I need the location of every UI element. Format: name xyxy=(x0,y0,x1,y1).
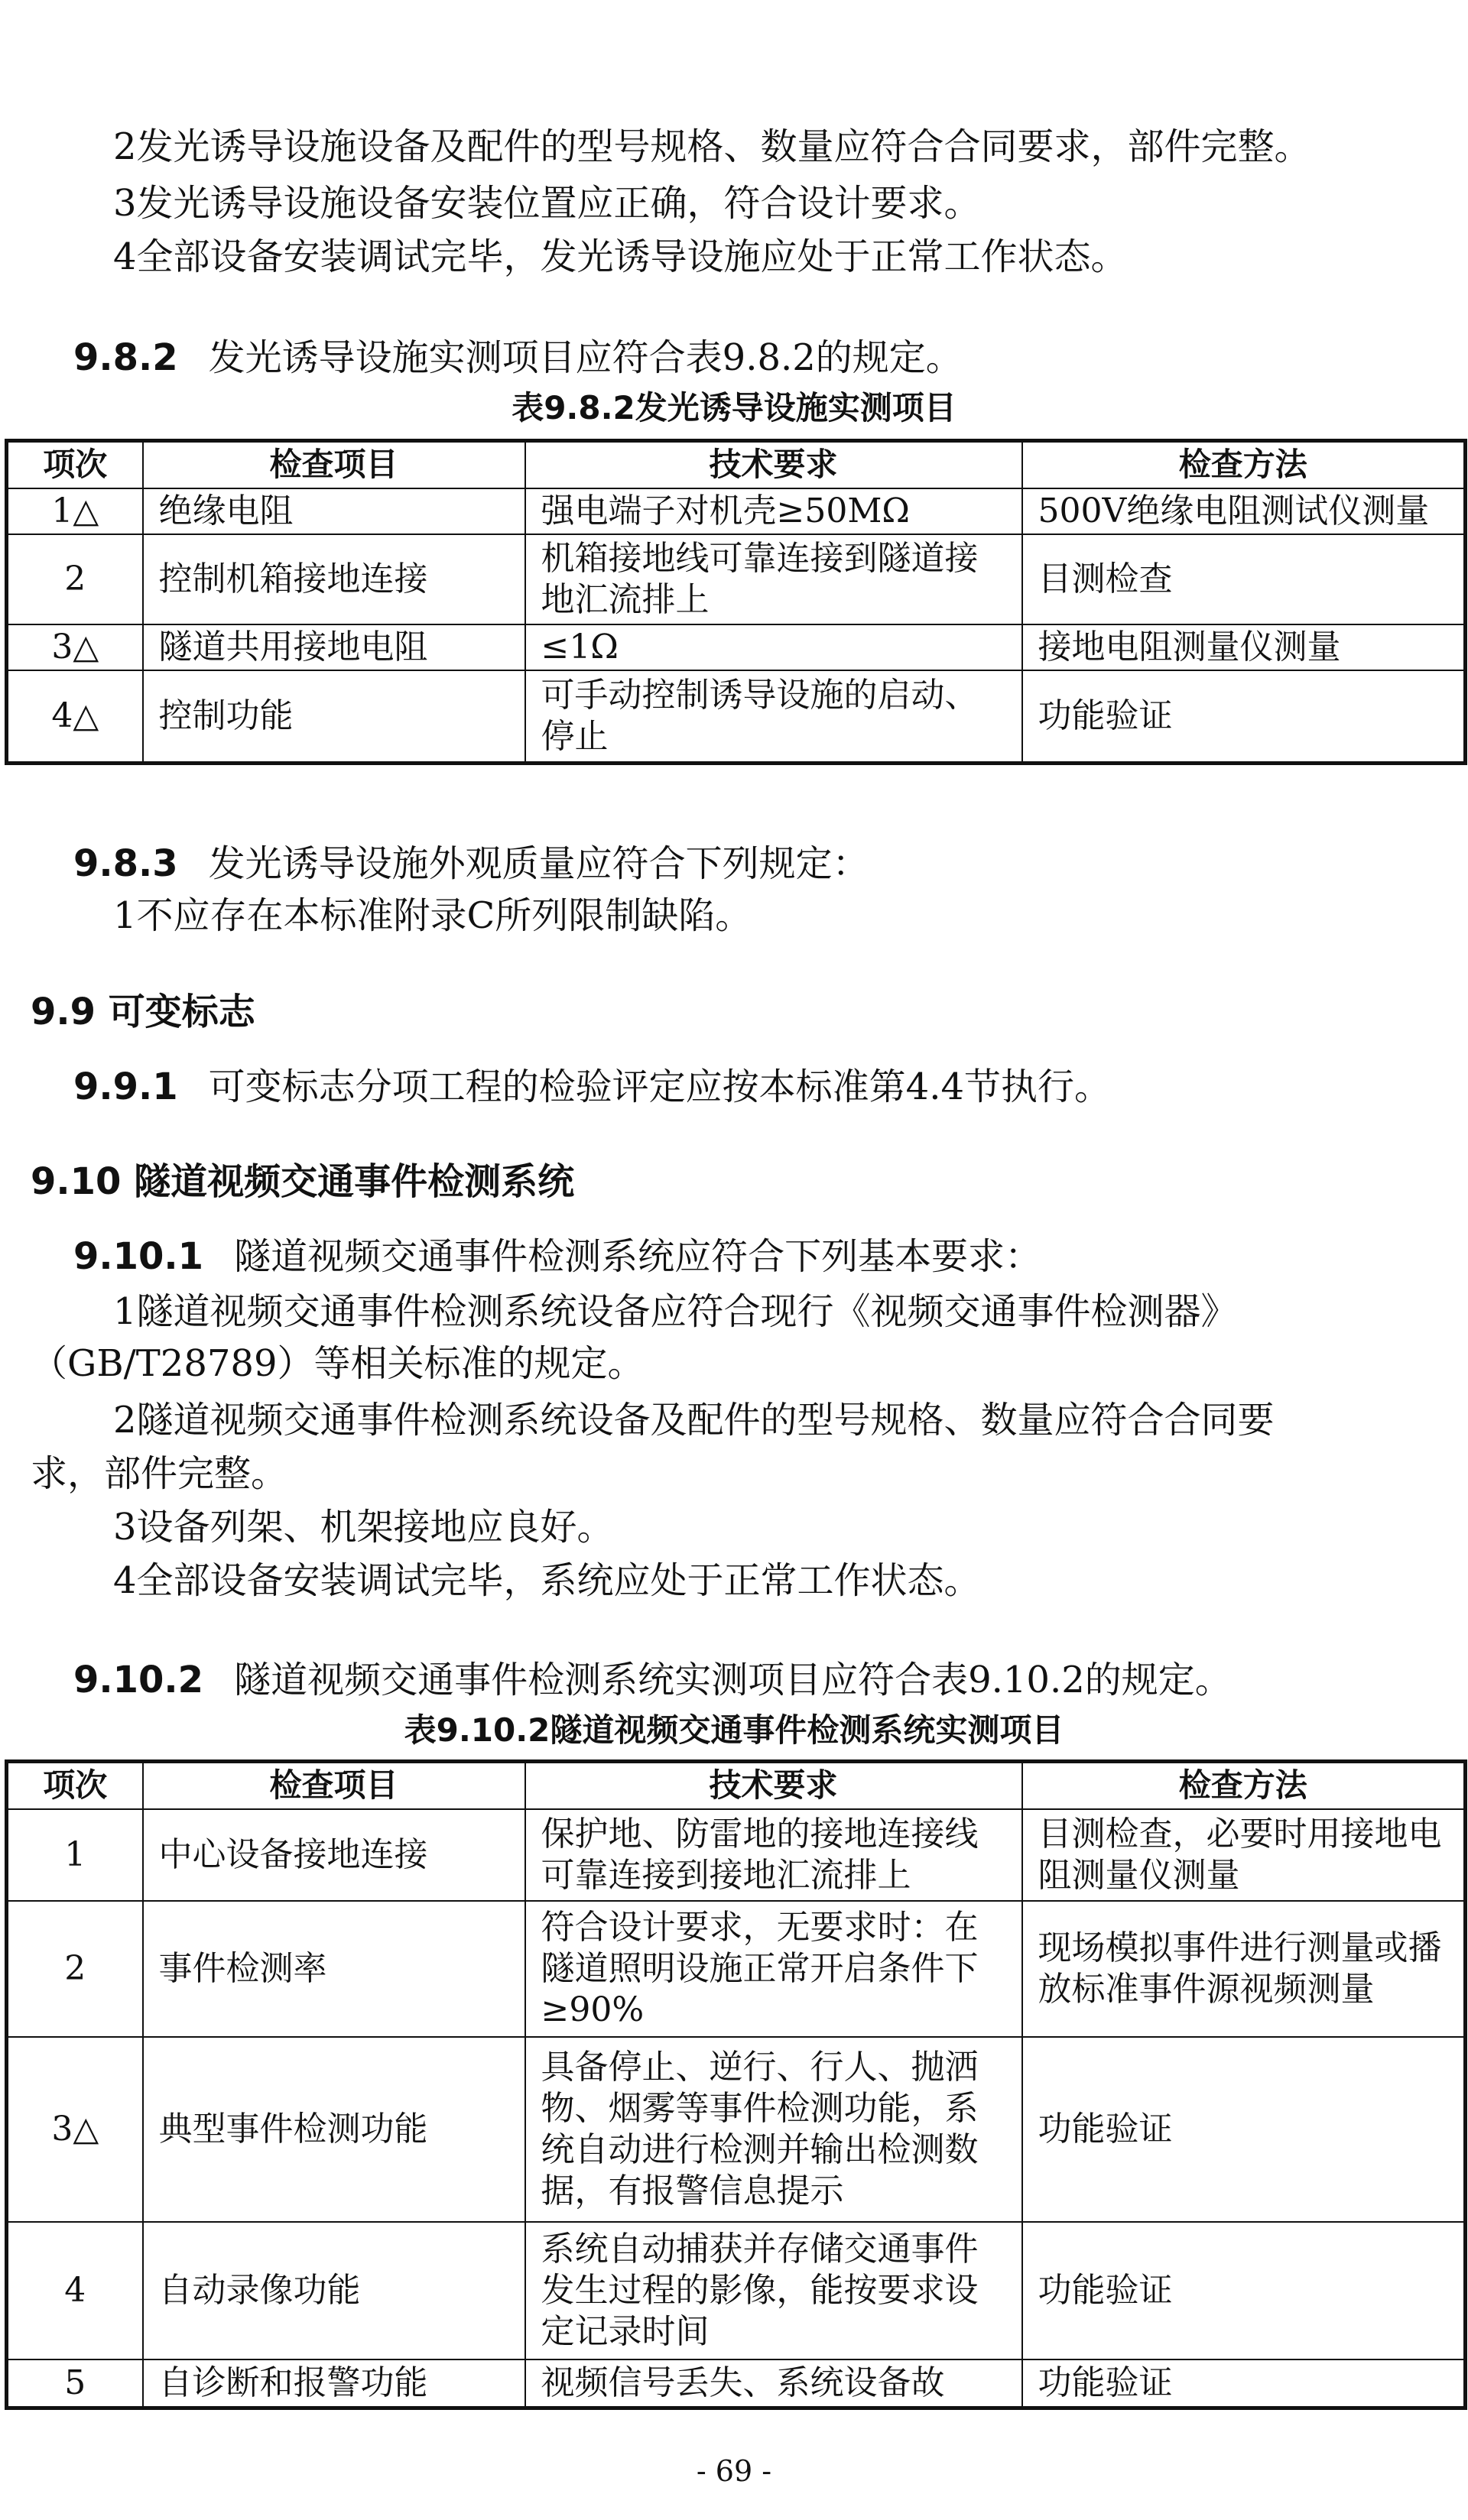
table-cell: 中心设备接地连接 xyxy=(143,1809,525,1901)
header-cell: 技术要求 xyxy=(525,441,1022,488)
clause-9-10-2 xyxy=(73,1656,1232,1704)
list-item: 4全部设备安装调试完毕，系统应处于正常工作状态。 xyxy=(113,1559,981,1602)
table-cell: 3△ xyxy=(7,2037,143,2222)
header-cell: 项次 xyxy=(7,1762,143,1809)
table-caption: 表9.8.2发光诱导设施实测项目 xyxy=(512,389,956,426)
list-item: 3发光诱导设施设备安装位置应正确，符合设计要求。 xyxy=(113,182,981,225)
list-item: 2隧道视频交通事件检测系统设备及配件的型号规格、数量应符合合同要 xyxy=(113,1399,1275,1442)
table-cell: 控制功能 xyxy=(143,670,525,764)
table-cell: 控制机箱接地连接 xyxy=(143,534,525,624)
table-cell: 3△ xyxy=(7,624,143,670)
clause-9-9-1 xyxy=(73,1062,1111,1111)
list-item: 2发光诱导设施设备及配件的型号规格、数量应符合合同要求，部件完整。 xyxy=(113,125,1311,168)
table-cell: 现场模拟事件进行测量或播放标准事件源视频测量 xyxy=(1022,1901,1466,2037)
table-cell: ≤1Ω xyxy=(525,624,1022,670)
list-item: 1隧道视频交通事件检测系统设备应符合现行《视频交通事件检测器》 xyxy=(113,1290,1238,1333)
clause-number: 9.8.3 xyxy=(73,842,178,885)
table-cell: 功能验证 xyxy=(1022,2222,1466,2359)
list-item: 3设备列架、机架接地应良好。 xyxy=(113,1506,614,1549)
table-cell: 5 xyxy=(7,2359,143,2408)
measurement-table-9-8-2 xyxy=(5,439,1467,765)
page-number: - 69 - xyxy=(696,2454,772,2488)
table-header-row xyxy=(7,441,1466,488)
table-cell: 强电端子对机壳≥50MΩ xyxy=(525,488,1022,534)
clause-text: 可变标志分项工程的检验评定应按本标准第4.4节执行。 xyxy=(208,1065,1112,1108)
header-cell: 项次 xyxy=(7,441,143,488)
table-cell: 4△ xyxy=(7,670,143,764)
clause-9-10-1 xyxy=(73,1232,1041,1281)
table-cell: 2 xyxy=(7,1901,143,2037)
header-cell: 技术要求 xyxy=(525,1762,1022,1809)
table-cell: 500V绝缘电阻测试仪测量 xyxy=(1022,488,1466,534)
clause-text: 发光诱导设施外观质量应符合下列规定： xyxy=(208,842,869,885)
table-row xyxy=(7,2222,1466,2359)
table-cell: 保护地、防雷地的接地连接线可靠连接到接地汇流排上 xyxy=(525,1809,1022,1901)
table-row xyxy=(7,1809,1466,1901)
list-item: 4全部设备安装调试完毕，发光诱导设施应处于正常工作状态。 xyxy=(113,235,1128,278)
table-cell: 接地电阻测量仪测量 xyxy=(1022,624,1466,670)
section-heading: 9.9 可变标志 xyxy=(31,991,255,1033)
list-item: 1不应存在本标准附录C所列限制缺陷。 xyxy=(113,894,752,937)
table-cell: 典型事件检测功能 xyxy=(143,2037,525,2222)
table-cell: 系统自动捕获并存储交通事件发生过程的影像，能按要求设定记录时间 xyxy=(525,2222,1022,2359)
section-heading: 9.10 隧道视频交通事件检测系统 xyxy=(31,1160,575,1203)
table-cell: 1△ xyxy=(7,488,143,534)
clause-number: 9.8.2 xyxy=(73,336,178,379)
table-row xyxy=(7,488,1466,534)
header-cell: 检查项目 xyxy=(143,441,525,488)
table-row xyxy=(7,624,1466,670)
clause-number: 9.9.1 xyxy=(73,1065,178,1108)
table-cell: 2 xyxy=(7,534,143,624)
clause-text: 隧道视频交通事件检测系统应符合下列基本要求： xyxy=(234,1235,1042,1278)
table-cell: 目测检查 xyxy=(1022,534,1466,624)
clause-text: 发光诱导设施实测项目应符合表9.8.2的规定。 xyxy=(208,336,963,379)
table-cell: 自动录像功能 xyxy=(143,2222,525,2359)
list-item-continuation: 求，部件完整。 xyxy=(31,1452,288,1495)
table-cell: 可手动控制诱导设施的启动、停止 xyxy=(525,670,1022,764)
clause-9-8-3 xyxy=(73,839,869,888)
header-cell: 检查方法 xyxy=(1022,441,1466,488)
table-cell: 视频信号丢失、系统设备故 xyxy=(525,2359,1022,2408)
table-cell: 1 xyxy=(7,1809,143,1901)
clause-9-8-2 xyxy=(73,333,963,382)
table-cell: 绝缘电阻 xyxy=(143,488,525,534)
table-cell: 事件检测率 xyxy=(143,1901,525,2037)
table-row xyxy=(7,2359,1466,2408)
table-cell: 4 xyxy=(7,2222,143,2359)
table-cell: 功能验证 xyxy=(1022,2359,1466,2408)
clause-number: 9.10.1 xyxy=(73,1235,204,1278)
table-row xyxy=(7,670,1466,764)
table-cell: 功能验证 xyxy=(1022,2037,1466,2222)
table-header-row xyxy=(7,1762,1466,1809)
header-cell: 检查方法 xyxy=(1022,1762,1466,1809)
table-caption: 表9.10.2隧道视频交通事件检测系统实测项目 xyxy=(404,1711,1064,1749)
table-cell: 机箱接地线可靠连接到隧道接地汇流排上 xyxy=(525,534,1022,624)
table-row xyxy=(7,1901,1466,2037)
table-cell: 自诊断和报警功能 xyxy=(143,2359,525,2408)
table-row xyxy=(7,534,1466,624)
clause-number: 9.10.2 xyxy=(73,1659,204,1701)
measurement-table-9-10-2 xyxy=(5,1759,1467,2410)
table-cell: 符合设计要求，无要求时：在隧道照明设施正常开启条件下≥90% xyxy=(525,1901,1022,2037)
table-cell: 隧道共用接地电阻 xyxy=(143,624,525,670)
table-cell: 目测检查，必要时用接地电阻测量仪测量 xyxy=(1022,1809,1466,1901)
table-cell: 功能验证 xyxy=(1022,670,1466,764)
header-cell: 检查项目 xyxy=(143,1762,525,1809)
table-cell: 具备停止、逆行、行人、抛洒物、烟雾等事件检测功能，系统自动进行检测并输出检测数据，有报警信息提示 xyxy=(525,2037,1022,2222)
list-item-continuation: （GB/T28789）等相关标准的规定。 xyxy=(31,1342,645,1385)
table-row xyxy=(7,2037,1466,2222)
clause-text: 隧道视频交通事件检测系统实测项目应符合表9.10.2的规定。 xyxy=(234,1659,1232,1701)
